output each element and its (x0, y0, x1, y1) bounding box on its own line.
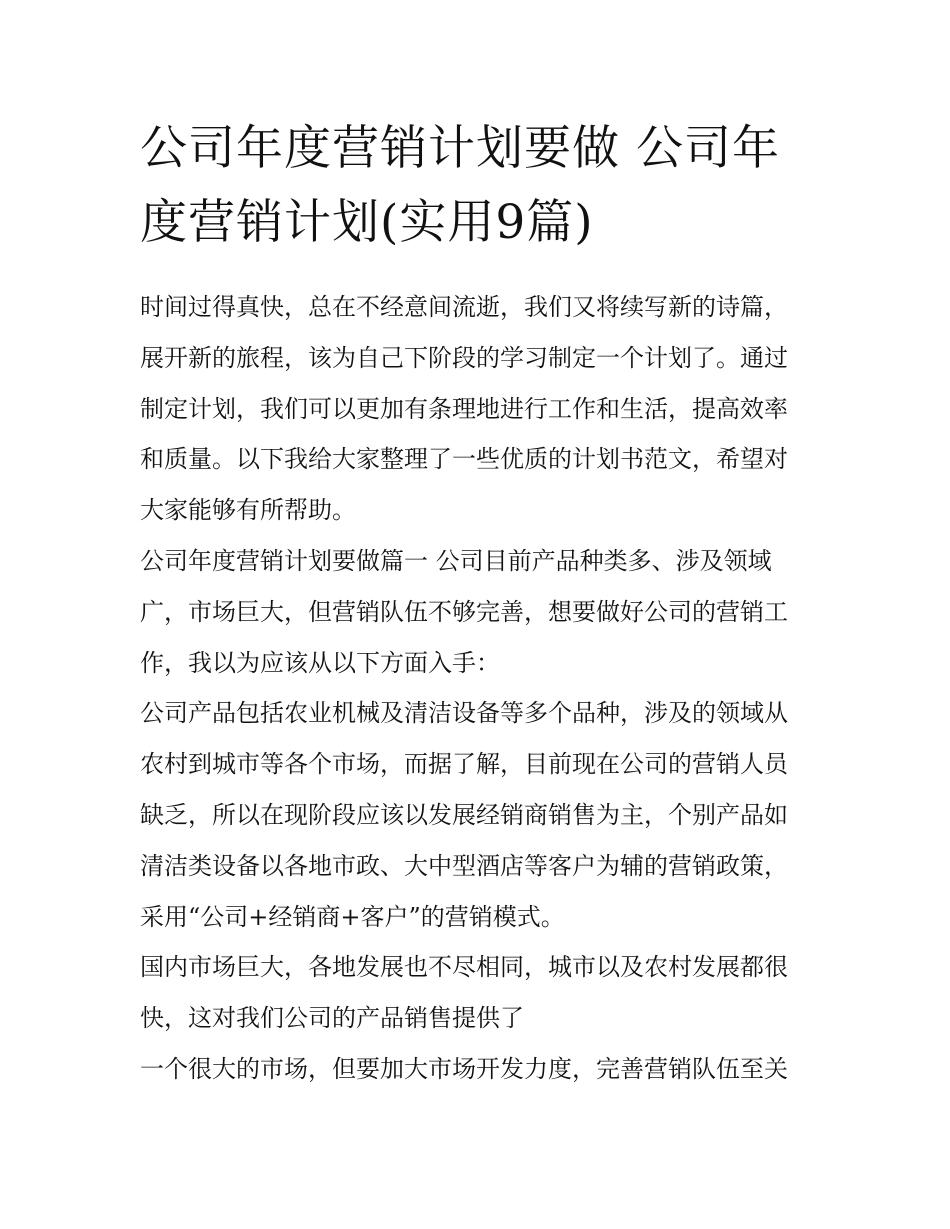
paragraph-products (140, 688, 820, 942)
text-line: 作，我以为应该从以下方面入手： (140, 648, 500, 677)
text-line: 缺乏，所以在现阶段应该以发展经销商销售为主，个别产品如 (140, 800, 788, 829)
text-line: 广，市场巨大，但营销队伍不够完善，想要做好公司的营销工 (140, 597, 788, 626)
text-line: 公司产品包括农业机械及清洁设备等多个品种，涉及的领域从 (140, 699, 788, 728)
text-line: 快，这对我们公司的产品销售提供了 (140, 1004, 524, 1033)
title-line: 度营销计划(实用9篇) (140, 195, 594, 250)
text-line: 时间过得真快，总在不经意间流逝，我们又将续写新的诗篇， (140, 293, 788, 321)
text-line: 公司年度营销计划要做篇一 公司目前产品种类多、涉及领域 (140, 546, 772, 575)
text-line: 一个很大的市场，但要加大市场开发力度，完善营销队伍至关 (140, 1054, 788, 1083)
text-line: 大家能够有所帮助。 (140, 496, 356, 525)
title-line: 公司年度营销计划要做 公司年 (140, 121, 780, 176)
text-line: 采用“公司+经销商+客户”的营销模式。 (140, 902, 565, 931)
paragraph-section-one (140, 536, 820, 688)
paragraph-domestic-market (140, 942, 820, 1044)
document-title (140, 112, 820, 260)
text-line: 和质量。以下我给大家整理了一些优质的计划书范文，希望对 (140, 445, 788, 474)
text-line: 国内市场巨大，各地发展也不尽相同，城市以及农村发展都很 (140, 953, 788, 982)
text-line: 展开新的旅程，该为自己下阶段的学习制定一个计划了。通过 (140, 343, 788, 372)
paragraph-market-development (140, 1044, 820, 1095)
document-body (140, 112, 820, 1095)
text-line: 农村到城市等各个市场，而据了解，目前现在公司的营销人员 (140, 750, 788, 779)
text-line: 清洁类设备以各地市政、大中型酒店等客户为辅的营销政策， (140, 851, 788, 880)
text-line: 制定计划，我们可以更加有条理地进行工作和生活，提高效率 (140, 394, 788, 423)
paragraph-intro (140, 282, 820, 536)
